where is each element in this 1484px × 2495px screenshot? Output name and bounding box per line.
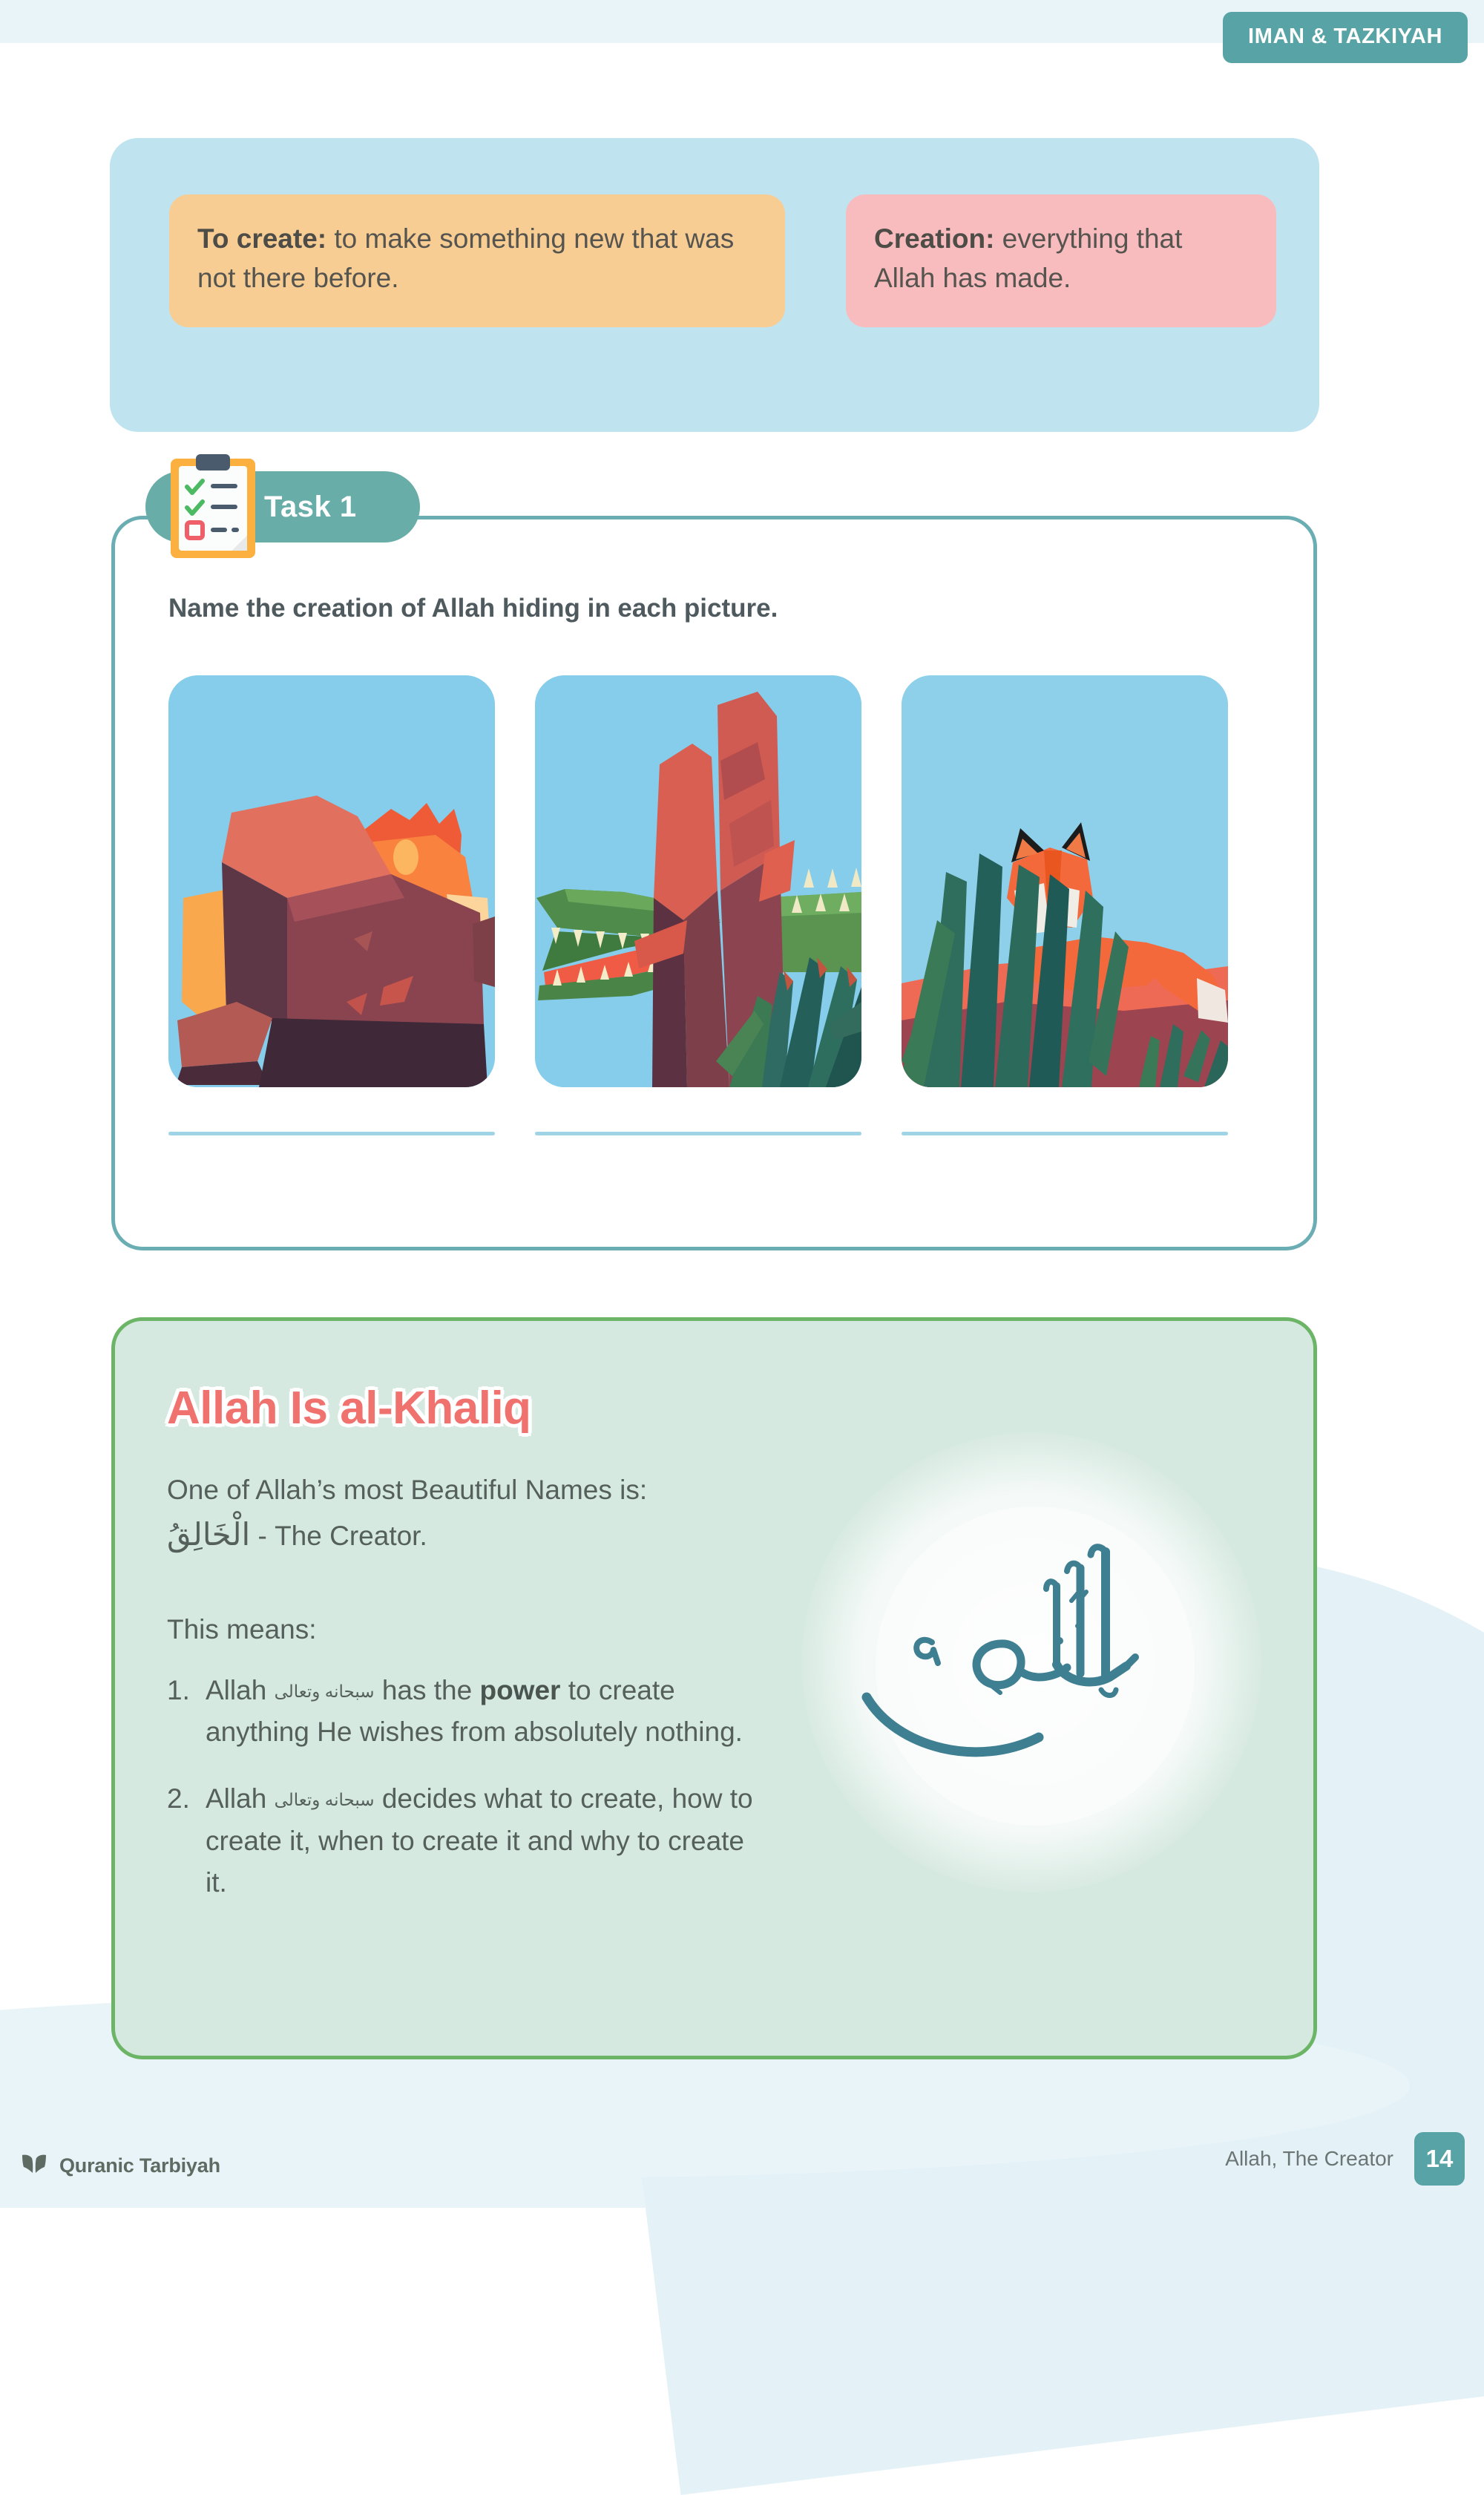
definition-card-creation (846, 194, 1276, 327)
answer-line-2[interactable] (535, 1132, 861, 1135)
page-number-badge: 14 (1414, 2132, 1465, 2186)
khaliq-calligraphy-artwork (844, 1488, 1230, 1807)
task-instruction: Name the creation of Allah hiding in each picture. (168, 594, 778, 623)
open-book-leaf-svg (21, 2152, 47, 2176)
clipboard-checklist-svg (169, 454, 257, 560)
picture-row (168, 675, 1228, 1087)
khaliq-heading: Allah Is al-Khaliq (167, 1383, 531, 1434)
khaliq-point-1-before: Allah (206, 1675, 275, 1705)
picture-fox[interactable] (902, 675, 1228, 1087)
answer-line-3[interactable] (902, 1132, 1228, 1135)
footer-left (21, 2152, 220, 2180)
definition-text-creation: everything that Allah has made. (874, 223, 1183, 293)
definition-card-to-create (169, 194, 785, 327)
task-card (111, 516, 1317, 1250)
answer-line-1[interactable] (168, 1132, 495, 1135)
answer-lines-row (168, 1132, 1228, 1135)
definition-term-to-create: To create: (197, 223, 327, 254)
honorific-subhanahu-wa-taala-1: سبحانه وتعالى (274, 1682, 375, 1701)
definition-text-to-create: to make something new that was not there before. (197, 223, 735, 293)
crocodile-illustration (535, 675, 861, 1087)
khaliq-intro-part1: One of Allah’s most Beautiful Names is: (167, 1475, 648, 1505)
this-means-label: This means: (167, 1614, 317, 1645)
khaliq-point-1-text (206, 1670, 753, 1753)
khaliq-point-1-mid: has the (374, 1675, 480, 1705)
khaliq-point-1-after: to create anything He wishes from absolutely nothing. (206, 1675, 743, 1748)
definitions-row (169, 194, 1276, 327)
khaliq-calligraphy-svg (844, 1488, 1230, 1807)
footer-right (1225, 2132, 1465, 2186)
khaliq-point-2-number: 2. (167, 1783, 190, 1814)
khaliq-points-list (167, 1670, 753, 1929)
task-badge-label: Task 1 (264, 490, 357, 523)
khaliq-intro (167, 1469, 731, 1558)
khaliq-point-2-text (206, 1778, 753, 1904)
open-book-leaf-icon (21, 2152, 47, 2180)
khaliq-point-1 (167, 1670, 753, 1753)
definition-term-creation: Creation: (874, 223, 995, 254)
footer-brand-label: Quranic Tarbiyah (59, 2154, 220, 2177)
picture-lion[interactable] (168, 675, 495, 1087)
khaliq-point-2-before: Allah (206, 1783, 275, 1814)
khaliq-intro-part2: - The Creator. (250, 1521, 427, 1552)
footer-chapter-label: Allah, The Creator (1225, 2147, 1393, 2170)
fox-illustration (902, 675, 1228, 1087)
lion-illustration (168, 675, 495, 1087)
clipboard-checklist-icon (169, 454, 257, 560)
picture-crocodile[interactable] (535, 675, 861, 1087)
khaliq-section (111, 1317, 1317, 2059)
definitions-panel (110, 138, 1319, 432)
khaliq-point-2-mid: decides what to create, how to create it, when to create it and why to create it. (206, 1783, 753, 1898)
chapter-tab: IMAN & TAZKIYAH (1223, 12, 1468, 63)
khaliq-point-1-bold: power (479, 1675, 561, 1705)
khaliq-arabic-name: الْخَالِقُ (167, 1517, 251, 1553)
honorific-subhanahu-wa-taala-2: سبحانه وتعالى (274, 1790, 375, 1810)
khaliq-point-2 (167, 1778, 753, 1904)
khaliq-point-1-number: 1. (167, 1675, 190, 1705)
